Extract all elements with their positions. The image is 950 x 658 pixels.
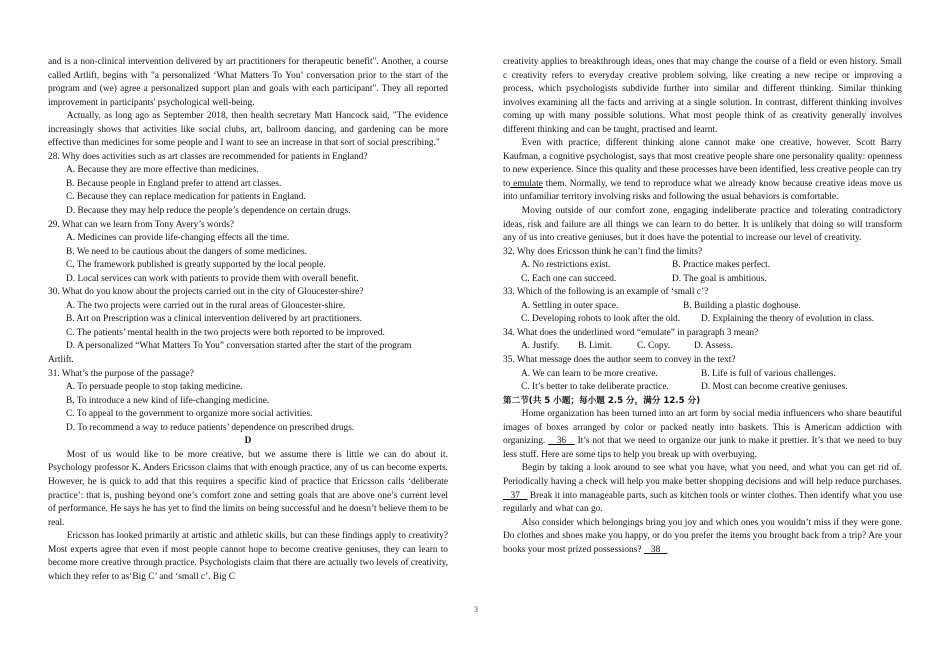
paragraph: and is a non-clinical intervention delivered by art practitioners for therapeutic benefit". Another, a course called Artlift, begins with "a personalized ‘What Matters To You’ conversation prior to the start of the program and (we) agree a personalized support plan and goals with each participant". They all reported improvement in participants' psychological well-being. [48, 57, 448, 108]
paragraph-text: Home organization has been turned into an art form by social media influencers who share beautiful images of boxes arranged by color or packed neatly into baskets. This is American addiction with organizing. [503, 409, 902, 447]
paragraph: creativity applies to breakthrough ideas, ones that may change the course of a field or even history. Small c creativity refers to everyday creative problem solving, like creating a new recipe or improving a process, which psychologists subdivide further into similar and different thinking. Similar thinking involves examining all the facts and arriving at a single solution. In contrast, different thinking involves coming up with many possible solutions. What most people think of as creativity generally involves different thinking and can be taught, practised and learnt. [503, 57, 902, 135]
q32-option-c: C. Each one can succeed. [521, 273, 617, 284]
section-two-heading: 第二节(共 5 小题；每小题 2.5 分，满分 12.5 分) [503, 395, 701, 406]
paragraph: Ericsson has looked primarily at artistic and athletic skills, but can these findings apply to creativity? Most experts agree that even if most people cannot hope to become creative geniuses, they can learn to become more creative through practice. Psychologists claim that there are actually two levels of creativity, which they refer to as‘Big C’ and ‘small c’. Big C [48, 531, 448, 582]
paragraph: Moving outside of our comfort zone, engaging indeliberate practice and tolerating contradictory ideas, risk and failure are all things we can learn to do better. It is unlikely that doing so will transform any of us into creative geniuses, but it does have the potential to increase our level of creativity. [503, 206, 902, 244]
q34-option-b: B. Limit. [578, 341, 613, 352]
q35-option-c: C. It’s better to take deliberate practice. [521, 382, 669, 393]
q31-option-a: A. To persuade people to stop taking medicine. [66, 382, 243, 393]
q30-option-d-continued: Artlift. [48, 355, 74, 366]
q33-options-row-1 [503, 300, 902, 314]
q31-option-b: B. To introduce a new kind of life-changing medicine. [66, 395, 270, 406]
q28-option-d: D. Because they may help reduce the people’s dependence on certain drugs. [66, 206, 351, 217]
q29-option-d: D. Local services can work with patients to provide them with overall benefit. [66, 273, 359, 284]
q33-options-row-2 [503, 313, 902, 327]
q31-option-c: C. To appeal to the government to organize more social activities. [66, 409, 313, 420]
passage-d-heading: D [244, 436, 252, 447]
q32-option-a: A. No restrictions exist. [521, 260, 611, 271]
page-number: 3 [474, 605, 478, 614]
q33-option-b: B. Building a plastic doghouse. [683, 300, 801, 311]
q29-option-c: C. The framework published is greatly supported by the local people. [66, 260, 326, 271]
q32-options-row-2 [503, 273, 902, 287]
paragraph [503, 137, 902, 205]
q32-options-row-1 [503, 259, 902, 273]
q33-option-d: D. Explaining the theory of evolution in class. [701, 314, 875, 325]
paragraph-text: Break it into manageable parts, such as kitchen tools or winter clothes. Then identify what you use regularly and what can go. [503, 490, 903, 515]
q34-option-c: C. Copy. [637, 341, 670, 352]
q28-option-a: A. Because they are more effective than medicines. [66, 165, 259, 176]
q35-option-d: D. Most can become creative geniuses. [701, 382, 848, 393]
paragraph-text: Also consider which belongings bring you joy and which ones you wouldn’t miss if they were gone. Do clothes and shoes make you happy, or do you prefer the items you brought back from a trip? Are your books your most prized possessions? [503, 517, 902, 555]
question-33-stem: 33. Which of the following is an example of ‘small c’? [503, 287, 709, 298]
question-28-stem: 28. Why does activities such as art classes are recommended for patients in England? [48, 151, 368, 162]
q33-option-c: C. Developing robots to look after the old. [521, 314, 681, 325]
q35-option-b: B. Life is full of various challenges. [701, 368, 836, 379]
q33-option-a: A. Settling in outer space. [521, 300, 619, 311]
paragraph-text: Begin by taking a look around to see what you have, what you need, and what you can get rid of. Periodically having a check will help you make better shopping decisions and will help reduce purchases. [503, 463, 902, 487]
paragraph-text: Even with practice, different thinking alone cannot make one creative, however. Scott Barry Kaufman, a cognitive psychologist, says that most creative people share one personality quality: openness to new experience. Since this quality and these processes have been identified, less creative people can try to [503, 138, 902, 189]
question-32-stem: 32. Why does Ericsson think he can’t find the limits? [503, 246, 703, 257]
q30-option-d: D. A personalized “What Matters To You” conversation started after the start of the program [66, 341, 412, 352]
left-column [48, 56, 448, 584]
paragraph [503, 517, 902, 558]
scan-mark: · [350, 44, 352, 49]
question-30-stem: 30. What do you know about the projects carried out in the city of Gloucester-shire? [48, 287, 364, 298]
question-34-stem: 34. What does the underlined word “emulate” in paragraph 3 mean? [503, 327, 759, 338]
q30-option-c: C. The patients’ mental health in the two projects were both reported to be improved. [66, 327, 385, 338]
question-31-stem: 31. What’s the purpose of the passage? [48, 368, 194, 379]
q34-option-d: D. Assess. [694, 341, 733, 352]
underlined-word-emulate: emulate [510, 178, 543, 189]
question-29-stem: 29. What can we learn from Tony Avery’s words? [48, 219, 235, 230]
question-35-stem: 35. What message does the author seem to convey in the text? [503, 355, 736, 366]
q35-option-a: A. We can learn to be more creative. [521, 368, 658, 379]
q28-option-b: B. Because people in England prefer to attend art classes. [66, 178, 282, 189]
q35-options-row-2 [503, 381, 902, 395]
q32-option-d: D. The goal is ambitious. [672, 273, 767, 284]
q30-option-a: A. The two projects were carried out in the rural areas of Gloucester-shire. [66, 300, 346, 311]
q31-option-d: D. To recommend a way to reduce patients’ dependence on prescribed drugs. [66, 422, 355, 433]
q32-option-b: B. Practice makes perfect. [672, 260, 771, 271]
blank-37: 37 [503, 490, 528, 501]
q29-option-b: B. We need to be cautious about the dangers of some medicines. [66, 246, 307, 257]
q28-option-c: C. Because they can replace medication for patients in England. [66, 192, 306, 203]
blank-36: 36 [548, 436, 575, 447]
paragraph-text: them. Normally, we tend to reproduce what we already know because creative ideas move us into unfamiliar territory involving risks and following the usual behaviors is comfortable. [503, 178, 902, 203]
q35-options-row-1 [503, 368, 902, 382]
q34-option-a: A. Justify. [521, 341, 560, 352]
paragraph: Most of us would like to be more creative, but we assume there is little we can do about it. Psychology professor K. Anders Ericsson claims that with enough practice, any of us can become experts. However, he is quick to add that this requires a specific kind of practice that Ericsson calls ‘deliberate practice’: that is, pushing beyond one’s comfort zone and setting goals that are above one’s current level of performance. He says he has yet to find the limits on being successful and he doesn’t believe them to be real. [48, 449, 448, 528]
paragraph [503, 408, 902, 462]
paragraph: Actually, as long ago as September 2018, then health secretary Matt Hancock said, "The evidence increasingly shows that activities like social clubs, art, ballroom dancing, and gardening can be more effective than medicines for some people and I want to see an increase in that sort of social prescribing." [48, 111, 448, 149]
blank-38: 38 [643, 544, 668, 555]
q30-option-b: B. Art on Prescription was a clinical intervention delivered by art practitioners. [66, 314, 363, 325]
q29-option-a: A. Medicines can provide life-changing effects all the time. [66, 233, 290, 244]
paragraph-text: It’s not that we need to organize our junk to make it prettier. It’s that we need to buy less stuff. Here are some tips to help you break up with overbuying. [503, 436, 903, 460]
paragraph [503, 462, 902, 516]
q34-options-row [503, 340, 902, 354]
right-column [503, 56, 902, 557]
